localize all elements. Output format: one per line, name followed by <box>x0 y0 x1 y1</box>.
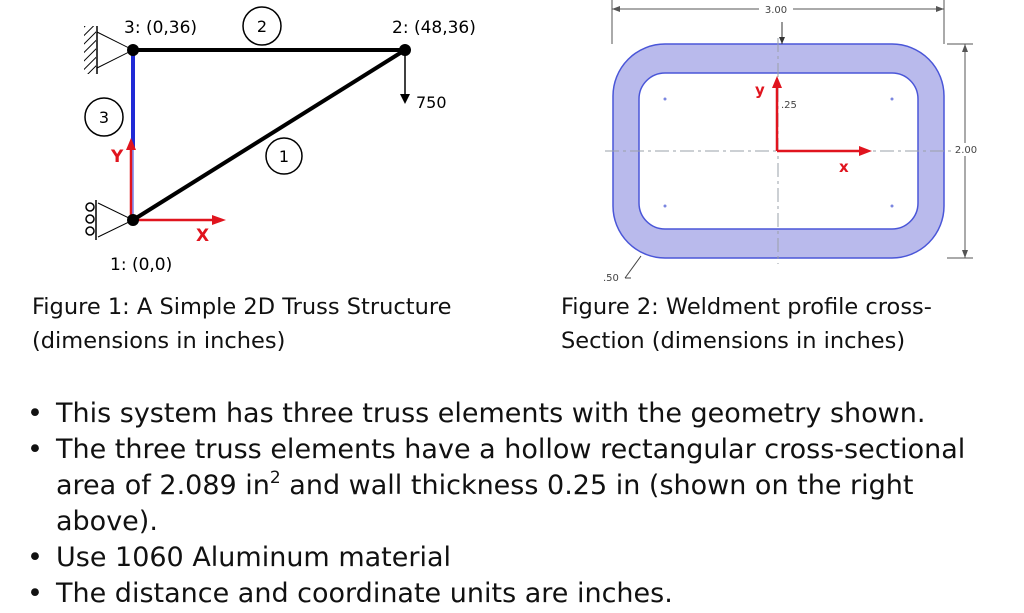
profile-axis-x-label: x <box>839 158 849 176</box>
width-dimension-label: 3.00 <box>764 5 788 16</box>
profile-axis-y-label: y <box>755 81 765 99</box>
superscript-2: 2 <box>269 468 281 488</box>
element-3-label: 3 <box>98 108 110 127</box>
bullet-dot: • <box>27 542 43 573</box>
bullet-list <box>24 396 1014 612</box>
node-3 <box>127 44 139 56</box>
profile-axes <box>772 76 872 156</box>
element-1-label: 1 <box>278 147 290 166</box>
height-dimension-label: 2.00 <box>954 145 978 156</box>
bullet-item: • This system has three truss elements with the geometry shown. <box>24 396 1014 432</box>
node-2-label: 2: (48,36) <box>392 18 476 38</box>
bullet-dot: • <box>27 434 43 465</box>
thickness-label: .25 <box>781 100 797 111</box>
load-label: 750 <box>416 93 447 112</box>
element-2-label: 2 <box>256 17 268 36</box>
figure2-caption-line2: Section (dimensions in inches) <box>561 328 906 354</box>
bullet-dot: • <box>27 398 43 429</box>
axis-arrows <box>126 138 226 225</box>
bullet-item: • Use 1060 Aluminum material <box>24 540 1014 576</box>
axis-y-label: Y <box>111 147 124 167</box>
node-2 <box>399 44 411 56</box>
cross-section-diagram <box>595 0 1024 290</box>
bullet-dot: • <box>27 578 43 609</box>
bullet-item: • The distance and coordinate units are inches. <box>24 576 1014 612</box>
radius-label: .50 <box>603 273 619 284</box>
truss-member-1 <box>133 50 405 220</box>
figure1-caption <box>32 290 451 358</box>
node-1 <box>127 214 139 226</box>
axis-x-label: X <box>196 226 210 246</box>
figure2-caption <box>561 290 932 358</box>
bullet-item: • The three truss elements have a hollow rectangular cross-sectional area of 2.089 $in^2$ and wall thickness 0.25 in (shown on the right above). <box>27 434 966 537</box>
figure2-caption-line1: Figure 2: Weldment profile cross- <box>561 294 932 320</box>
load-arrow <box>400 55 410 104</box>
truss-diagram <box>0 0 520 285</box>
roller-support <box>86 200 133 240</box>
figure1-caption-line2: (dimensions in inches) <box>32 328 286 354</box>
node-3-label: 3: (0,36) <box>124 18 198 38</box>
node-1-label: 1: (0,0) <box>110 255 173 275</box>
figure1-caption-line1: Figure 1: A Simple 2D Truss Structure <box>32 294 452 320</box>
